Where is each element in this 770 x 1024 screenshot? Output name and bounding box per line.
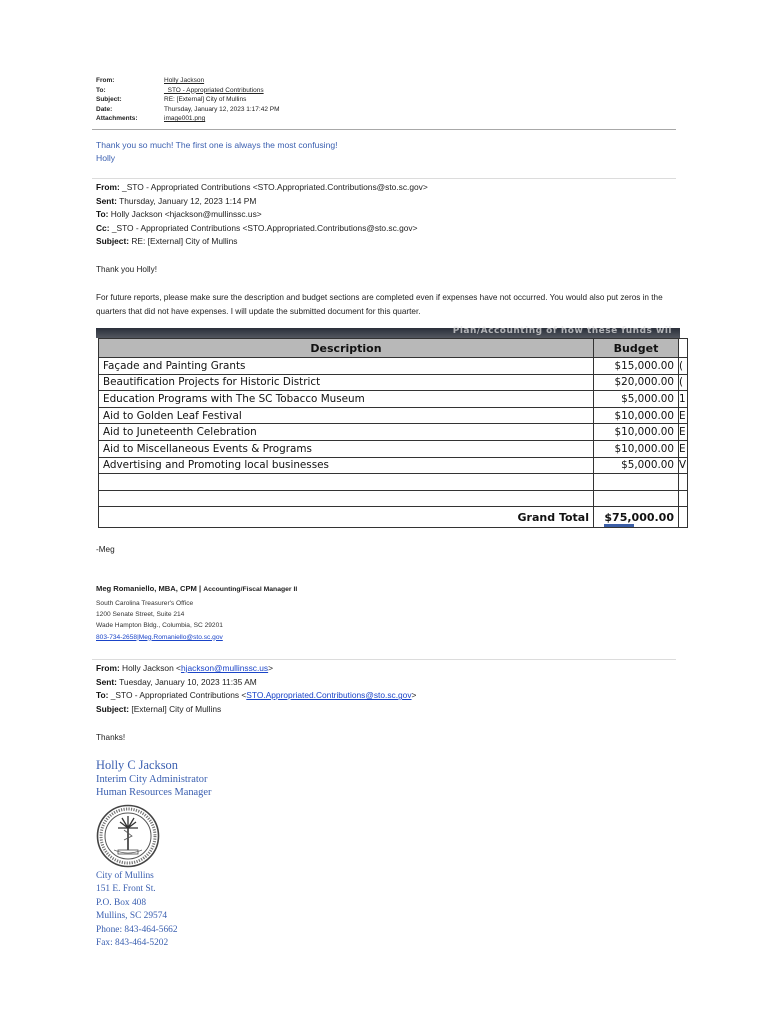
city-seal-icon [96, 804, 160, 868]
message-1-headers [96, 181, 428, 249]
meg-signature-name: Meg Romaniello, MBA, CPM | Accounting/Fiscal Manager II [96, 584, 298, 593]
header-to-label: To: [96, 86, 106, 94]
grand-total-label: Grand Total [99, 507, 594, 528]
table-row [99, 424, 688, 441]
city-phone: Phone: 843-464-5662 [96, 924, 178, 935]
header-divider [92, 129, 676, 130]
budget-table [98, 338, 688, 528]
city-street: 151 E. Front St. [96, 884, 156, 895]
meg-sig-line-2: 1200 Senate Street, Suite 214 [96, 611, 185, 619]
table-top-band [96, 328, 680, 338]
row-edge: E [679, 407, 688, 424]
row-edge [679, 490, 688, 507]
msg1-sent-line: Sent: Thursday, January 12, 2023 1:14 PM [96, 195, 257, 206]
row-budget: $10,000.00 [594, 407, 679, 424]
grand-total-value: $75,000.00 [594, 507, 679, 528]
reply-line-1: Thank you so much! The first one is always the most confusing! [96, 140, 338, 150]
reply-message [96, 139, 338, 165]
row-budget [594, 474, 679, 491]
msg1-from-line: From: _STO - Appropriated Contributions <STO.Appropriated.Contributions@sto.sc.gov> [96, 182, 428, 192]
meg-signature-details [96, 598, 223, 643]
holly-signature-title-1: Interim City Administrator [96, 774, 208, 785]
row-edge: 1 [679, 391, 688, 408]
city-name: City of Mullins [96, 871, 154, 881]
msg2-sent-line: Sent: Tuesday, January 10, 2023 11:35 AM [96, 676, 257, 687]
attachment-link[interactable]: image001.png [164, 115, 206, 123]
table-row [99, 474, 688, 491]
row-description: Aid to Juneteenth Celebration [99, 424, 594, 441]
row-budget: $10,000.00 [594, 424, 679, 441]
row-description: Beautification Projects for Historic District [99, 374, 594, 391]
row-edge [679, 474, 688, 491]
city-po-box: P.O. Box 408 [96, 897, 147, 908]
header-subject-row [96, 95, 280, 105]
row-budget: $15,000.00 [594, 358, 679, 375]
edge-header [679, 339, 688, 358]
meg-signature-title: Accounting/Fiscal Manager II [203, 586, 298, 593]
table-row [99, 391, 688, 408]
row-description: Aid to Golden Leaf Festival [99, 407, 594, 424]
header-subject-value: RE: [External] City of Mullins [164, 96, 247, 104]
row-budget: $20,000.00 [594, 374, 679, 391]
scan-mark [604, 524, 634, 527]
row-edge: E [679, 440, 688, 457]
msg2-subject-line: Subject: [External] City of Mullins [96, 703, 222, 714]
city-state-zip: Mullins, SC 29574 [96, 911, 168, 922]
holly-signature-name: Holly C Jackson [96, 758, 178, 772]
row-budget: $5,000.00 [594, 457, 679, 474]
table-row [99, 407, 688, 424]
meg-sig-line-3: Wade Hampton Bldg., Columbia, SC 29201 [96, 622, 223, 630]
row-description: Aid to Miscellaneous Events & Programs [99, 440, 594, 457]
email-header [96, 76, 280, 124]
quote-divider-2 [92, 659, 676, 660]
table-band-text: Plan/Accounting of how these funds wil [452, 326, 672, 336]
grand-total-row [99, 507, 688, 528]
header-date-label: Date: [96, 105, 113, 113]
msg1-to-line: To: Holly Jackson <hjackson@mullinssc.us> [96, 209, 262, 220]
table-row [99, 374, 688, 391]
reply-line-2: Holly [96, 153, 116, 163]
table-row [99, 457, 688, 474]
msg1-body: For future reports, please make sure the description and budget sections are completed even if expenses have not occurred. You would also put zeros in the quarters that did not have expenses. I will update the submitted document for this quarter. [96, 293, 663, 316]
msg1-subject-line: Subject: RE: [External] City of Mullins [96, 236, 238, 247]
grand-total-edge [679, 507, 688, 528]
row-edge: V [679, 457, 688, 474]
row-budget [594, 490, 679, 507]
row-budget: $10,000.00 [594, 440, 679, 457]
row-description [99, 490, 594, 507]
msg2-from-line: From: Holly Jackson <hjackson@mullinssc.us> [96, 663, 274, 673]
holly-signature-title-2: Human Resources Manager [96, 787, 212, 798]
table-header-row [99, 339, 688, 358]
msg2-from-email-link[interactable]: hjackson@mullinssc.us [180, 663, 269, 673]
row-edge: ( [679, 374, 688, 391]
msg1-greeting: Thank you Holly! [96, 265, 157, 274]
header-from-link[interactable]: Holly Jackson [164, 77, 205, 84]
row-description: Advertising and Promoting local businesses [99, 457, 594, 474]
msg1-signoff: -Meg [96, 545, 115, 554]
meg-contact-link[interactable]: 803-734-2658|Meg.Romaniello@sto.sc.gov [96, 633, 223, 641]
table-row [99, 358, 688, 375]
header-attachments-label: Attachments: [96, 115, 138, 123]
quote-divider-1 [92, 178, 676, 179]
row-description [99, 474, 594, 491]
row-description: Education Programs with The SC Tobacco Museum [99, 391, 594, 408]
header-to-row [96, 86, 280, 96]
header-to-link[interactable]: _STO - Appropriated Contributions [164, 86, 264, 94]
message-2-headers [96, 662, 416, 716]
description-header: Description [99, 339, 594, 358]
table-row [99, 440, 688, 457]
meg-sig-line-1: South Carolina Treasurer's Office [96, 600, 194, 607]
msg1-cc-line: Cc: _STO - Appropriated Contributions <STO.Appropriated.Contributions@sto.sc.gov> [96, 222, 418, 233]
row-edge: E [679, 424, 688, 441]
row-edge: ( [679, 358, 688, 375]
header-from-label: From: [96, 77, 115, 84]
header-date-row [96, 105, 280, 115]
msg2-to-email-link[interactable]: STO.Appropriated.Contributions@sto.sc.gov [246, 690, 412, 701]
msg2-to-line: To: _STO - Appropriated Contributions <STO.Appropriated.Contributions@sto.sc.gov> [96, 690, 417, 701]
city-fax: Fax: 843-464-5202 [96, 938, 169, 949]
msg2-body: Thanks! [96, 733, 126, 742]
header-from-row [96, 76, 280, 86]
row-budget: $5,000.00 [594, 391, 679, 408]
city-address-block [96, 870, 178, 950]
header-date-value: Thursday, January 12, 2023 1:17:42 PM [164, 105, 280, 113]
budget-header: Budget [594, 339, 679, 358]
row-description: Façade and Painting Grants [99, 358, 594, 375]
table-row [99, 490, 688, 507]
budget-table-image [96, 326, 687, 526]
header-subject-label: Subject: [96, 96, 122, 104]
header-attachments-row [96, 114, 280, 124]
